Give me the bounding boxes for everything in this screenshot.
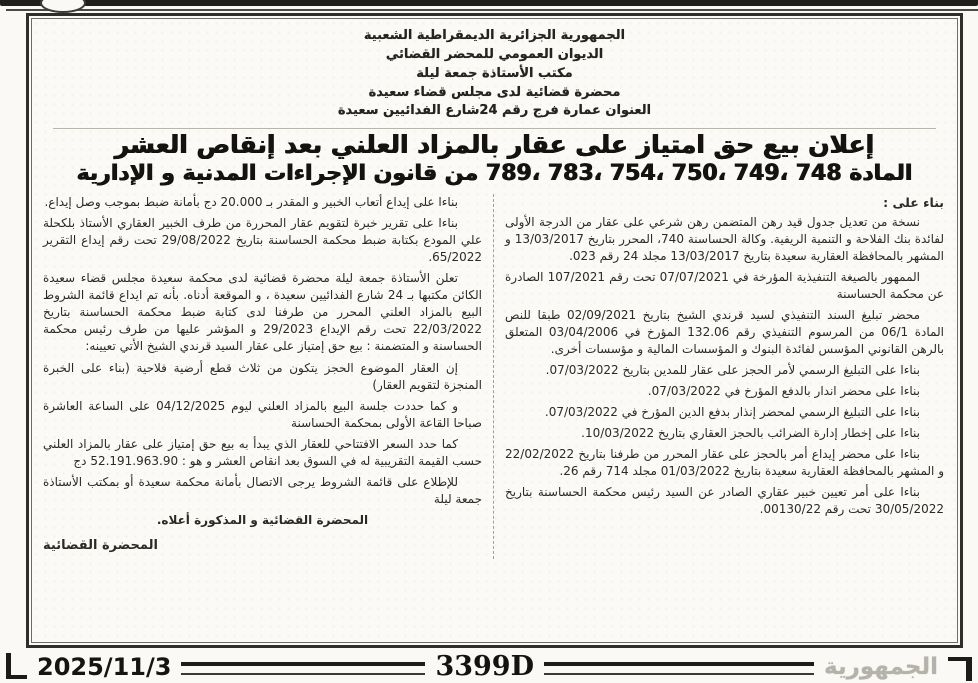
scan-top-edge-line	[6, 9, 978, 11]
paragraph: محضر تبليغ السند التنفيذي لسيد قرندي الشيخ بتاريخ 02/09/2021 طبقا للنص المادة 06/1 من المرسوم التنفيذي رقم 132.06 المؤرخ في 03/04/2006 المتعلق بالرهن القانوني المؤسس لفائدة البنوك و المؤسسات المالية و مؤسسات أخرى.	[505, 308, 944, 357]
document-inner-frame	[31, 18, 958, 643]
closing-line: المحضرة القضائية و المذكورة أعلاه.	[156, 512, 369, 527]
header-line: الديوان العمومي للمحضر القضائي	[385, 46, 604, 62]
paragraph: بناءا على محضر اندار بالدفع المؤرخ في 07/03/2022.	[647, 384, 920, 399]
header-line: مكتب الأستاذة جمعة ليلة	[416, 65, 573, 81]
notice-body-columns	[41, 186, 948, 559]
title-line-2: المادة 748 ،749 ،750 ،754 ،783 ،789 من قانون الإجراءات المدنية و الإدارية	[76, 161, 913, 187]
paragraph: بناءا على إخطار إدارة الضرائب بالحجز العقاري بتاريخ 10/03/2022.	[581, 426, 920, 441]
left-corner-crop-mark	[6, 653, 27, 679]
notice-header	[41, 24, 948, 121]
newspaper-footer-strip	[0, 650, 978, 683]
body-column-left	[43, 194, 493, 559]
paragraph: للإطلاع على قائمة الشروط يرجى الاتصال بأمانة محكمة سعيدة أو بمكتب الأستاذة جمعة ليلة	[43, 474, 482, 506]
footer-rule-left	[181, 662, 425, 675]
header-line: محضرة قضائية لدى مجلس قضاء سعيدة	[368, 84, 621, 100]
paragraph: إن العقار الموضوع الحجز يتكون من ثلاث قطع أرضية فلاحية (بناء على الخبرة المنجزة لتقويم العقار)	[43, 360, 482, 392]
left-column-paragraphs	[43, 194, 482, 508]
notice-title	[41, 130, 948, 186]
header-line: الجمهورية الجزائرية الديمقراطية الشعبية	[363, 28, 626, 43]
scan-top-edge-smear	[0, 0, 978, 6]
paragraph: بناءا على تقرير خبرة لتقويم عقار المحررة من طرف الخبير العقاري الأستاذ بلكحلة علي المودع بكتابة ضبط محكمة الحساسنة بتاريخ 29/08/2022 تحت رقم إيداع التقرير 65/2022.	[43, 216, 483, 265]
paragraph: الممهور بالصيغة التنفيذية المؤرخة في 07/07/2021 تحت رقم 107/2021 الصادرة عن محكمة الحساسنة	[505, 270, 944, 302]
scan-oval-artifact	[40, 0, 86, 13]
right-column-paragraphs	[505, 214, 944, 519]
right-corner-crop-mark	[948, 657, 972, 681]
paragraph: بناءا على أمر تعيين خبير عقاري الصادر عن السيد رئيس محكمة الحساسنة بتاريخ 30/05/2022 تحت رقم 00130/22.	[505, 485, 944, 517]
document-outer-frame	[26, 13, 963, 648]
header-divider-rule	[53, 128, 936, 129]
body-column-right	[493, 194, 944, 559]
paragraph: نسخة من تعديل جدول قيد رهن المتضمن رهن شرعي على عقار من الدرجة الأولى لفائدة بنك الفلاحة و التنمية الريفية. وكالة الحساسنة 740، المحرر بتاريخ 13/03/2017 و المشهر بالمحافظة العقارية سعيدة بتاريخ 13/03/2017 مجلد 24 رقم 023.	[505, 214, 945, 264]
paragraph: بناءا على إيداع أتعاب الخبير و المقدر بـ 20.000 دج بأمانة ضبط بموجب وصل إيداع.	[44, 195, 458, 210]
newspaper-masthead-logo: الجمهورية	[824, 653, 938, 680]
footer-rule-right	[544, 662, 814, 675]
paragraph: تعلن الأستاذة جمعة ليلة محضرة قضائية لدى محكمة سعيدة مجلس قضاء سعيدة الكائن مكتبها بـ 24 شارع الفدائيين سعيدة ، و الموقعة أدناه. بأنه تم ايداع قائمة الشروط البيع بالمزاد العلني المحرر من طرفنا لدى كتابة ضبط محكمة الحساسنة بتاريخ 22/03/2022 تحت رقم الإيداع 29/2023 و المؤشر عليها من طرف رئيس محكمة الحساسنة و المتضمنة : بيع حق إمتياز على عقار السيد قرندي الشيخ الأتي تعيينه:	[43, 271, 482, 354]
paragraph: و كما حددت جلسة البيع بالمزاد العلني ليوم 04/12/2025 على الساعة العاشرة صباحا القاعة الأولى بمحكمة الحساسنة	[43, 398, 482, 430]
paragraph: كما حدد السعر الافتتاحي للعقار الذي يبدأ به بيع حق إمتياز على عقار بالمزاد العلني حسب القيمة التقريبية له في السوق بعد انقاص العشر و هو : 52.191.963.90 دج	[43, 436, 482, 468]
bailiff-signature-label: المحضرة القضائية	[43, 537, 158, 553]
paragraph: بناءا على التبليغ الرسمي لأمر الحجز على عقار للمدين بتاريخ 07/03/2022.	[545, 363, 920, 378]
publication-date: 2025/11/3	[37, 652, 172, 681]
header-line: العنوان عمارة فرج رقم 24شارع الفدائيين سعيدة	[337, 103, 652, 119]
paragraph: بناءا على التبليغ الرسمي لمحضر إنذار بدفع الدين المؤرخ في 07/03/2022.	[544, 405, 920, 420]
based-on-heading: بناء على :	[883, 195, 944, 211]
title-line-1: إعلان بيع حق امتياز على عقار بالمزاد العلني بعد إنقاص العشر	[114, 130, 875, 160]
announcement-reference-number: 3399D	[435, 651, 534, 682]
paragraph: بناءا على محضر إيداع أمر بالحجز على عقار المحرر من طرفنا بتاريخ 22/02/2022 و المشهر بالمحافظة العقارية سعيدة بتاريخ 01/03/2022 مجلد 714 رقم 26.	[505, 447, 944, 479]
